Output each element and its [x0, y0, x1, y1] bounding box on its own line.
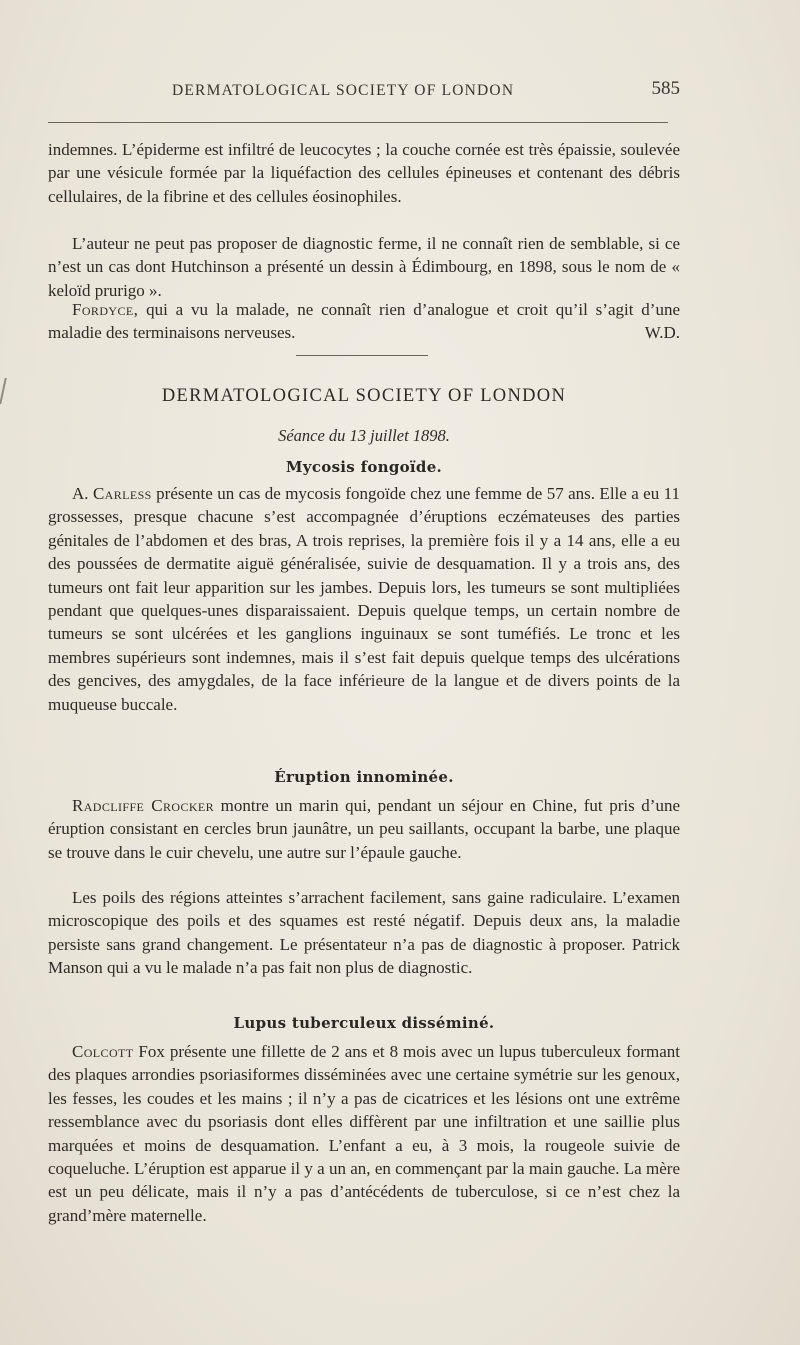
lupus-text: Fox présente une fillette de 2 ans et 8 mois avec un lupus tuberculeux formant des plaques arrondies psoriasiformes disséminées avec une certaine symétrie sur les genoux, les fesses, les coudes et les mains ; il n’y a pas de cicatrices et les lésions ont une extrême ressemblance avec du psoriasis dont elles diffèrent par une infiltration et une saillie plus marquées et moins de desquamation. L’enfant a eu, à 3 mois, la rougeole suivie de coqueluche. L’éruption est apparue il y a un an, en commençant par la main gauche. La mère est un peu délicate, mais il n’y a pas d’antécédents de tuberculose, si ce n’est chez la grand’mère maternelle. [48, 1042, 680, 1225]
fordyce-text: qui a vu la malade, ne connaît rien d’analogue et croit qu’il s’agit d’une maladie des terminaisons nerveuses. [48, 300, 680, 343]
page-number: 585 [651, 78, 680, 99]
heading-lupus: Lupus tuberculeux disséminé. [233, 1014, 495, 1032]
intro-paragraph-2: L’auteur ne peut pas proposer de diagnostic ferme, il ne connaît rien de semblable, si ce n’est un cas dont Hutchinson a présenté un dessin à Édimbourg, en 1898, sous le nom de « keloïd prurigo ». [48, 234, 680, 300]
page-header [48, 72, 680, 112]
session-date: Séance du 13 juillet 1898. [278, 426, 450, 445]
author-colcott: Colcott [72, 1042, 134, 1061]
running-head: DERMATOLOGICAL SOCIETY OF LONDON [172, 82, 515, 99]
intro-paragraph-3 [48, 298, 680, 345]
intro-paragraph-1: indemnes. L’épiderme est infiltré de leucocytes ; la couche cornée est très épaissie, soulevée par une vésicule formée par la liquéfaction des cellules épineuses et contenant des débris cellulaires, de la fibrine et des cellules éosinophiles. [48, 140, 680, 206]
header-rule [48, 122, 668, 123]
lupus-paragraph [48, 1040, 680, 1227]
eruption-text-1: montre un marin qui, pendant un séjour en Chine, fut pris d’une éruption consistant en cercles brun jaunâtre, un peu saillants, occupant la barbe, une plaque se trouve dans le cuir chevelu, une autre sur l’épaule gauche. [48, 796, 680, 862]
eruption-paragraph-1 [48, 794, 680, 864]
author-fordyce: Fordyce, [72, 300, 139, 319]
heading-eruption: Éruption innominée. [274, 768, 454, 786]
heading-mycosis: Mycosis fongoïde. [285, 458, 443, 476]
eruption-paragraph-2: Les poils des régions atteintes s’arrachent facilement, sans gaine radiculaire. L’examen microscopique des poils et des squames est resté négatif. Depuis deux ans, la maladie persiste sans grand changement. Le présentateur n’a pas de diagnostic à proposer. Patrick Manson qui a vu le malade n’a pas fait non plus de diagnostic. [48, 888, 680, 978]
author-carless: Carless [92, 484, 152, 503]
margin-mark [0, 378, 15, 404]
section-divider [296, 355, 428, 356]
mycosis-initial: A. [72, 484, 93, 503]
section-title: DERMATOLOGICAL SOCIETY OF LONDON [161, 386, 567, 406]
author-radcliffe-crocker: Radcliffe Crocker [72, 796, 215, 815]
mycosis-text: présente un cas de mycosis fongoïde chez une femme de 57 ans. Elle a eu 11 grossesses, presque chacune s’est accompagnée d’éruptions eczémateuses des parties génitales de l’abdomen et des bras, A trois reprises, la première fois il y a 14 ans, elle a eu des poussées de dermatite aiguë généralisée, suivie de desquamation. Il y a trois ans, des tumeurs ont fait leur apparition sur les jambes. Depuis lors, les tumeurs se sont multipliées pendant que quelques-unes disparaissaient. Depuis quelque temps, un certain nombre de tumeurs se sont ulcérées et les ganglions inguinaux se sont tuméfiés. Le tronc et les membres supérieurs sont indemnes, mais il s’est fait depuis quelque temps des ulcérations des gencives, des amygdales, de la face inférieure de la langue et de divers points de la muqueuse buccale. [48, 484, 680, 714]
mycosis-paragraph [48, 482, 680, 716]
signature: W.D. [644, 323, 680, 343]
